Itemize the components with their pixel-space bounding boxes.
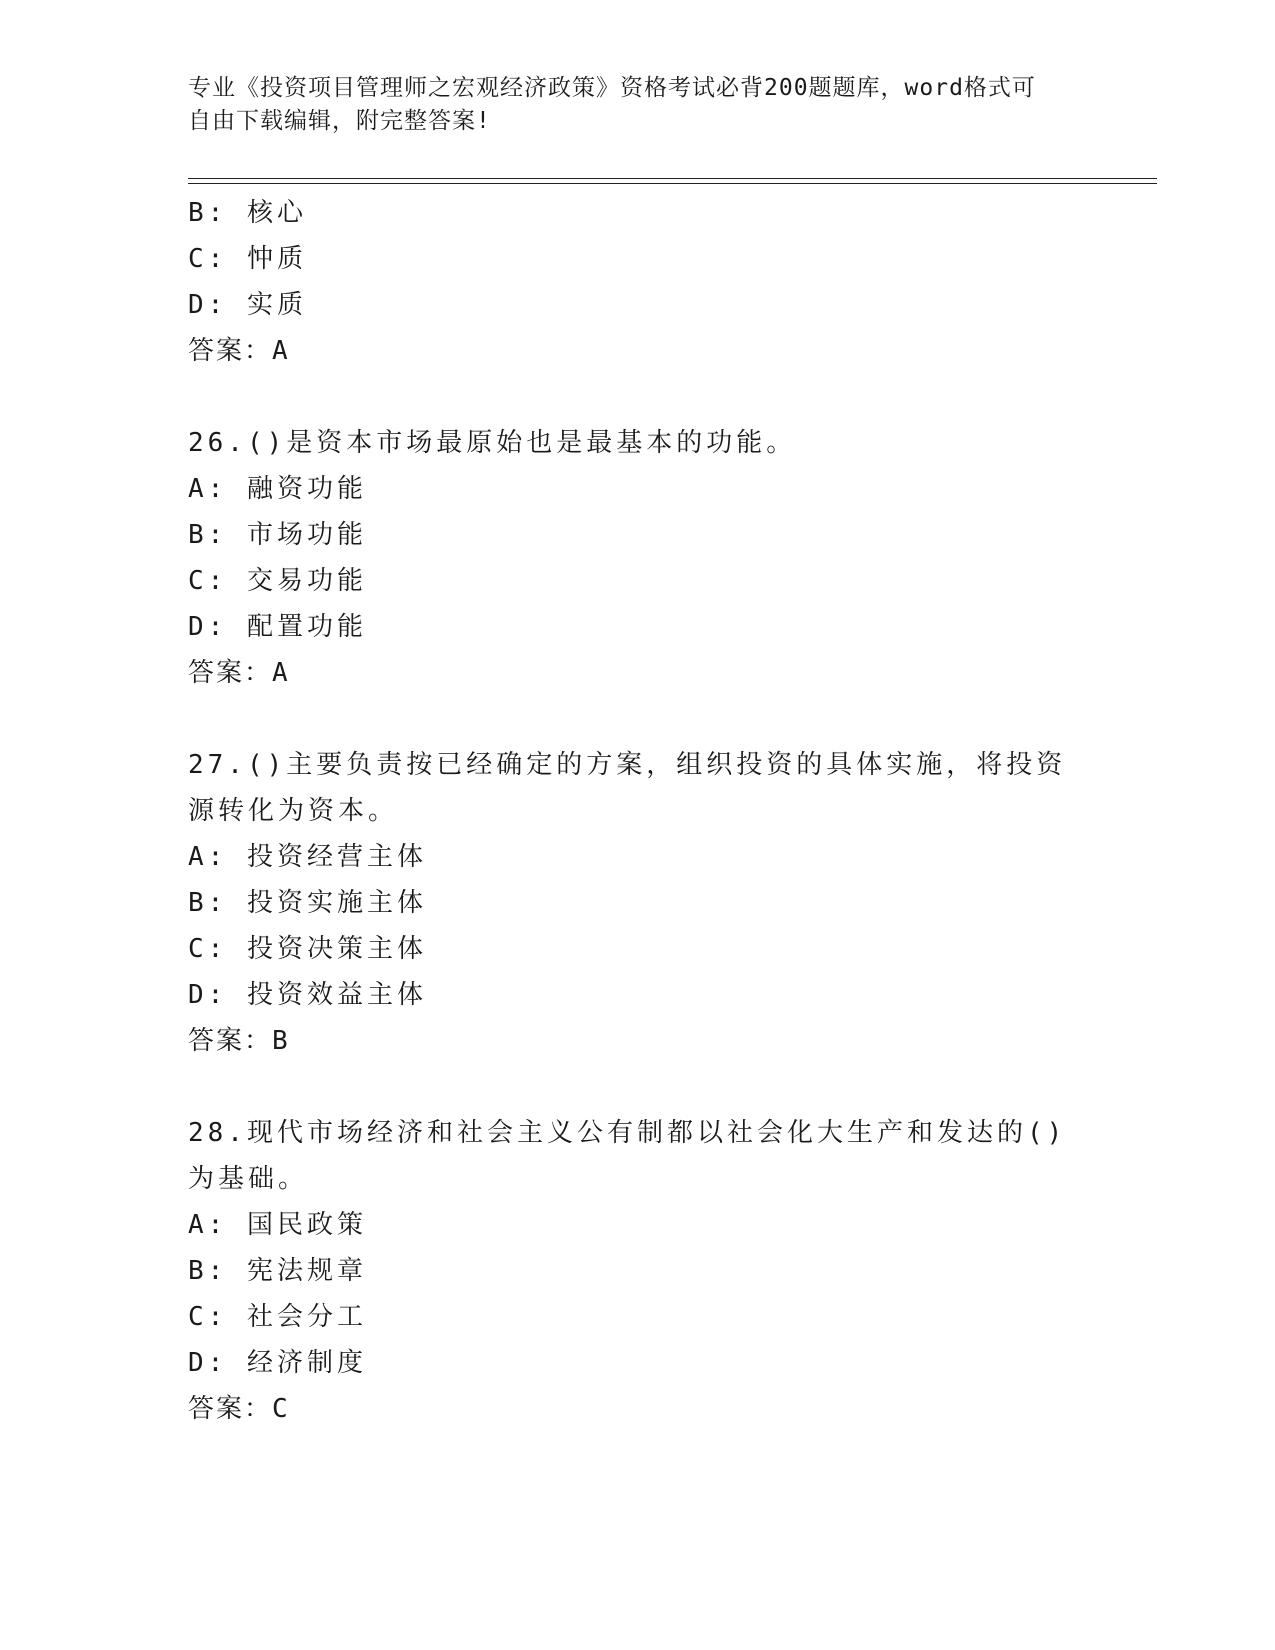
question-text: 26.()是资本市场最原始也是最基本的功能。 <box>188 428 797 458</box>
option-b: B: 投资实施主体 <box>188 888 427 918</box>
previous-question-tail <box>188 190 1088 374</box>
question-text: 28.现代市场经济和社会主义公有制都以社会化大生产和发达的()为基础。 <box>188 1118 1067 1194</box>
question-text: 27.()主要负责按已经确定的方案，组织投资的具体实施，将投资源转化为资本。 <box>188 750 1067 826</box>
option-a: A: 融资功能 <box>188 474 367 504</box>
question-27 <box>188 742 1088 1064</box>
header-rule-bottom <box>188 183 1157 184</box>
option-d: D: 实质 <box>188 290 307 320</box>
question-28 <box>188 1110 1088 1432</box>
answer-label: 答案： <box>188 1026 273 1056</box>
answer-value: A <box>272 658 290 688</box>
answer-label: 答案： <box>188 658 273 688</box>
option-c: C: 交易功能 <box>188 566 367 596</box>
answer-label: 答案： <box>188 336 273 366</box>
option-b: B: 市场功能 <box>188 520 367 550</box>
answer-value: B <box>272 1026 290 1056</box>
option-b: B: 宪法规章 <box>188 1256 367 1286</box>
option-b: B: 核心 <box>188 198 307 228</box>
option-a: A: 投资经营主体 <box>188 842 427 872</box>
answer-line <box>188 1018 1088 1064</box>
header-line-1: 专业《投资项目管理师之宏观经济政策》资格考试必背200题题库，word格式可 <box>188 75 1036 101</box>
option-d: D: 投资效益主体 <box>188 980 427 1010</box>
answer-line <box>188 328 1088 374</box>
answer-value: C <box>272 1394 290 1424</box>
question-26 <box>188 420 1088 696</box>
option-d: D: 经济制度 <box>188 1348 367 1378</box>
option-a: A: 国民政策 <box>188 1210 367 1240</box>
answer-value: A <box>272 336 290 366</box>
answer-line <box>188 650 1088 696</box>
option-d: D: 配置功能 <box>188 612 367 642</box>
option-c: C: 忡质 <box>188 244 307 274</box>
header-rule-top <box>188 178 1157 179</box>
document-header <box>188 72 1068 138</box>
option-c: C: 投资决策主体 <box>188 934 427 964</box>
header-line-2: 自由下载编辑，附完整答案! <box>188 108 491 134</box>
option-c: C: 社会分工 <box>188 1302 367 1332</box>
answer-label: 答案： <box>188 1394 273 1424</box>
document-body <box>188 190 1088 1432</box>
answer-line <box>188 1386 1088 1432</box>
